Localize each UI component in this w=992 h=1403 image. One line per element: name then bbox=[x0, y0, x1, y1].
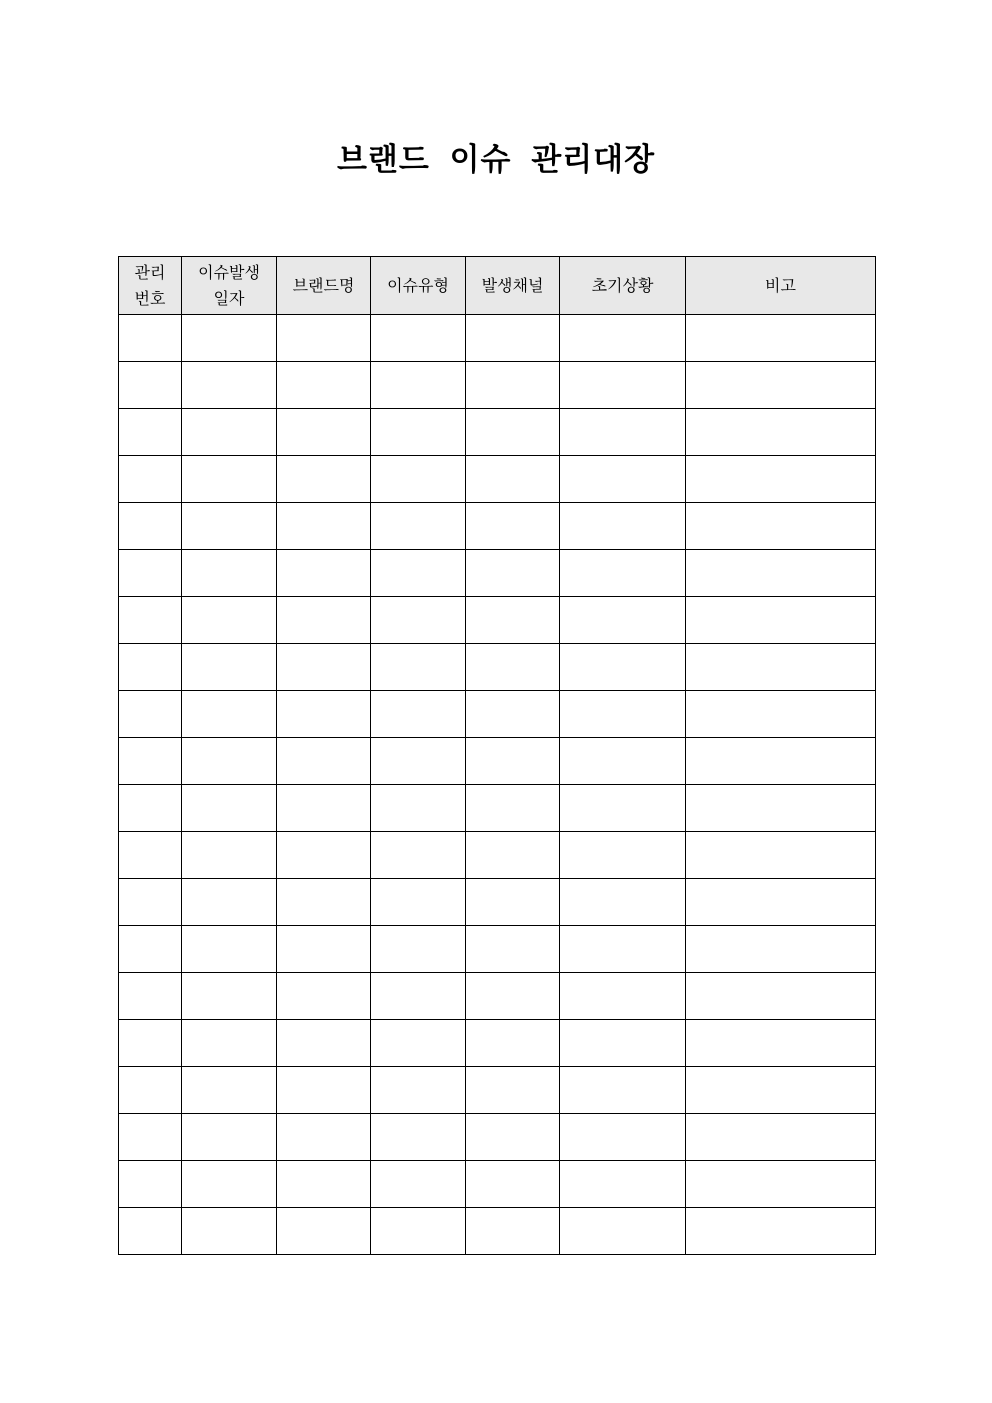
table-cell[interactable] bbox=[182, 785, 277, 832]
table-cell[interactable] bbox=[119, 1020, 182, 1067]
table-cell[interactable] bbox=[277, 738, 371, 785]
table-cell[interactable] bbox=[182, 550, 277, 597]
table-cell[interactable] bbox=[119, 409, 182, 456]
table-cell[interactable] bbox=[277, 456, 371, 503]
table-cell[interactable] bbox=[560, 550, 686, 597]
table-cell[interactable] bbox=[119, 362, 182, 409]
table-cell[interactable] bbox=[371, 691, 466, 738]
table-row bbox=[119, 973, 876, 1020]
table-cell[interactable] bbox=[371, 926, 466, 973]
header-label: 이슈유형 bbox=[387, 275, 449, 295]
table-cell[interactable] bbox=[466, 785, 560, 832]
table-cell[interactable] bbox=[560, 973, 686, 1020]
table-cell[interactable] bbox=[182, 1067, 277, 1114]
table-cell[interactable] bbox=[119, 926, 182, 973]
table-cell[interactable] bbox=[182, 644, 277, 691]
table-cell[interactable] bbox=[182, 691, 277, 738]
table-cell[interactable] bbox=[119, 832, 182, 879]
table-cell[interactable] bbox=[371, 1208, 466, 1255]
table-cell[interactable] bbox=[182, 597, 277, 644]
table-row bbox=[119, 362, 876, 409]
header-management-number bbox=[119, 257, 182, 315]
table-cell[interactable] bbox=[277, 315, 371, 362]
table-cell[interactable] bbox=[277, 409, 371, 456]
table-cell[interactable] bbox=[371, 409, 466, 456]
table-cell[interactable] bbox=[560, 644, 686, 691]
table-cell[interactable] bbox=[466, 362, 560, 409]
table-cell[interactable] bbox=[371, 644, 466, 691]
table-cell[interactable] bbox=[119, 691, 182, 738]
table-cell[interactable] bbox=[466, 597, 560, 644]
page-title: 브랜드 이슈 관리대장 bbox=[336, 142, 656, 178]
table-cell[interactable] bbox=[560, 456, 686, 503]
table-cell[interactable] bbox=[371, 597, 466, 644]
table-cell[interactable] bbox=[119, 503, 182, 550]
table-row bbox=[119, 1020, 876, 1067]
table-cell[interactable] bbox=[560, 1114, 686, 1161]
table-cell[interactable] bbox=[182, 1161, 277, 1208]
table-cell[interactable] bbox=[119, 1067, 182, 1114]
table-cell[interactable] bbox=[182, 362, 277, 409]
table-cell[interactable] bbox=[466, 738, 560, 785]
table-row bbox=[119, 879, 876, 926]
table-cell[interactable] bbox=[371, 879, 466, 926]
table-cell[interactable] bbox=[277, 691, 371, 738]
table-cell[interactable] bbox=[560, 409, 686, 456]
header-label: 초기상황 bbox=[591, 275, 654, 295]
header-label: 발생채널 bbox=[481, 275, 544, 295]
table-cell[interactable] bbox=[371, 315, 466, 362]
table-cell[interactable] bbox=[277, 785, 371, 832]
table-cell[interactable] bbox=[119, 644, 182, 691]
table-cell[interactable] bbox=[371, 1067, 466, 1114]
table-cell[interactable] bbox=[466, 832, 560, 879]
table-cell[interactable] bbox=[119, 973, 182, 1020]
table-cell[interactable] bbox=[119, 738, 182, 785]
table-row bbox=[119, 926, 876, 973]
table-cell[interactable] bbox=[182, 456, 277, 503]
table-cell[interactable] bbox=[686, 738, 876, 785]
issue-ledger-table bbox=[118, 256, 876, 1255]
table-cell[interactable] bbox=[277, 362, 371, 409]
table-cell[interactable] bbox=[560, 926, 686, 973]
table-cell[interactable] bbox=[466, 1020, 560, 1067]
table-row bbox=[119, 503, 876, 550]
table-cell[interactable] bbox=[560, 362, 686, 409]
table-cell[interactable] bbox=[182, 315, 277, 362]
table-cell[interactable] bbox=[371, 738, 466, 785]
table-row bbox=[119, 1208, 876, 1255]
table-row bbox=[119, 550, 876, 597]
table-cell[interactable] bbox=[182, 1208, 277, 1255]
table-cell[interactable] bbox=[686, 879, 876, 926]
header-label: 브랜드명 bbox=[292, 275, 355, 295]
table-cell[interactable] bbox=[371, 1161, 466, 1208]
table-cell[interactable] bbox=[119, 550, 182, 597]
table-cell[interactable] bbox=[686, 1067, 876, 1114]
table-cell[interactable] bbox=[560, 1208, 686, 1255]
table-cell[interactable] bbox=[560, 1067, 686, 1114]
table-cell[interactable] bbox=[466, 503, 560, 550]
header-label: 이슈발생 bbox=[198, 262, 260, 282]
table-cell[interactable] bbox=[560, 691, 686, 738]
table-cell[interactable] bbox=[119, 315, 182, 362]
table-cell[interactable] bbox=[119, 456, 182, 503]
table-cell[interactable] bbox=[466, 691, 560, 738]
table-cell[interactable] bbox=[466, 879, 560, 926]
table-cell[interactable] bbox=[686, 644, 876, 691]
table-cell[interactable] bbox=[277, 926, 371, 973]
table-row bbox=[119, 691, 876, 738]
table-cell[interactable] bbox=[560, 832, 686, 879]
table-cell[interactable] bbox=[686, 362, 876, 409]
table-cell[interactable] bbox=[686, 1114, 876, 1161]
table-row bbox=[119, 644, 876, 691]
table-cell[interactable] bbox=[182, 1020, 277, 1067]
table-cell[interactable] bbox=[182, 409, 277, 456]
table-cell[interactable] bbox=[686, 1020, 876, 1067]
table-cell[interactable] bbox=[686, 926, 876, 973]
table-cell[interactable] bbox=[371, 362, 466, 409]
table-cell[interactable] bbox=[371, 1114, 466, 1161]
table-cell[interactable] bbox=[466, 550, 560, 597]
table-cell[interactable] bbox=[371, 832, 466, 879]
table-cell[interactable] bbox=[277, 550, 371, 597]
table-cell[interactable] bbox=[182, 832, 277, 879]
header-label: 관리 bbox=[134, 262, 166, 282]
table-cell[interactable] bbox=[119, 879, 182, 926]
table-cell[interactable] bbox=[182, 738, 277, 785]
table-cell[interactable] bbox=[560, 879, 686, 926]
table-cell[interactable] bbox=[686, 832, 876, 879]
table-cell[interactable] bbox=[277, 1020, 371, 1067]
table-cell[interactable] bbox=[466, 1161, 560, 1208]
table-cell[interactable] bbox=[371, 785, 466, 832]
table-cell[interactable] bbox=[686, 973, 876, 1020]
table-cell[interactable] bbox=[560, 503, 686, 550]
table-header-row bbox=[119, 257, 876, 315]
table-cell[interactable] bbox=[686, 456, 876, 503]
table-cell[interactable] bbox=[686, 691, 876, 738]
table-cell[interactable] bbox=[466, 1208, 560, 1255]
table-row bbox=[119, 832, 876, 879]
table-row bbox=[119, 456, 876, 503]
table-row bbox=[119, 315, 876, 362]
table-cell[interactable] bbox=[119, 785, 182, 832]
table-cell[interactable] bbox=[466, 456, 560, 503]
table-cell[interactable] bbox=[686, 597, 876, 644]
table-body bbox=[119, 315, 876, 1255]
table-cell[interactable] bbox=[560, 315, 686, 362]
table-cell[interactable] bbox=[119, 1114, 182, 1161]
table-cell[interactable] bbox=[371, 550, 466, 597]
table-cell[interactable] bbox=[686, 550, 876, 597]
table-row bbox=[119, 409, 876, 456]
table-cell[interactable] bbox=[686, 315, 876, 362]
table-cell[interactable] bbox=[277, 1208, 371, 1255]
table-cell[interactable] bbox=[466, 315, 560, 362]
table-cell[interactable] bbox=[560, 597, 686, 644]
table-cell[interactable] bbox=[277, 503, 371, 550]
header-issue-date bbox=[182, 257, 277, 315]
header-label: 일자 bbox=[213, 288, 245, 308]
table-cell[interactable] bbox=[466, 644, 560, 691]
table-row bbox=[119, 738, 876, 785]
table-cell[interactable] bbox=[119, 1208, 182, 1255]
table-row bbox=[119, 1161, 876, 1208]
table-cell[interactable] bbox=[686, 785, 876, 832]
table-cell[interactable] bbox=[466, 926, 560, 973]
table-cell[interactable] bbox=[560, 1020, 686, 1067]
table-cell[interactable] bbox=[686, 409, 876, 456]
table-cell[interactable] bbox=[560, 785, 686, 832]
table-row bbox=[119, 1067, 876, 1114]
table-row bbox=[119, 597, 876, 644]
table-cell[interactable] bbox=[277, 879, 371, 926]
table-cell[interactable] bbox=[119, 1161, 182, 1208]
header-initial-status bbox=[560, 257, 686, 315]
table-row bbox=[119, 785, 876, 832]
table-cell[interactable] bbox=[560, 738, 686, 785]
table-cell[interactable] bbox=[686, 503, 876, 550]
table-cell[interactable] bbox=[371, 503, 466, 550]
header-channel bbox=[466, 257, 560, 315]
table-cell[interactable] bbox=[686, 1161, 876, 1208]
table-cell[interactable] bbox=[182, 973, 277, 1020]
table-cell[interactable] bbox=[182, 879, 277, 926]
table-cell[interactable] bbox=[277, 597, 371, 644]
table-cell[interactable] bbox=[277, 973, 371, 1020]
table-cell[interactable] bbox=[277, 1114, 371, 1161]
header-remarks bbox=[686, 257, 876, 315]
header-brand-name bbox=[277, 257, 371, 315]
table-cell[interactable] bbox=[277, 1067, 371, 1114]
table-cell[interactable] bbox=[371, 1020, 466, 1067]
header-label: 번호 bbox=[134, 288, 166, 308]
table-cell[interactable] bbox=[182, 926, 277, 973]
header-label: 비고 bbox=[765, 275, 796, 295]
table-cell[interactable] bbox=[277, 644, 371, 691]
table-cell[interactable] bbox=[182, 1114, 277, 1161]
table-cell[interactable] bbox=[182, 503, 277, 550]
table-cell[interactable] bbox=[277, 1161, 371, 1208]
table-row bbox=[119, 1114, 876, 1161]
table-cell[interactable] bbox=[119, 597, 182, 644]
table-cell[interactable] bbox=[466, 409, 560, 456]
table-cell[interactable] bbox=[466, 1114, 560, 1161]
table-cell[interactable] bbox=[371, 973, 466, 1020]
table-cell[interactable] bbox=[560, 1161, 686, 1208]
header-issue-type bbox=[371, 257, 466, 315]
table-cell[interactable] bbox=[466, 973, 560, 1020]
table-cell[interactable] bbox=[371, 456, 466, 503]
table-cell[interactable] bbox=[686, 1208, 876, 1255]
table-cell[interactable] bbox=[466, 1067, 560, 1114]
table-cell[interactable] bbox=[277, 832, 371, 879]
